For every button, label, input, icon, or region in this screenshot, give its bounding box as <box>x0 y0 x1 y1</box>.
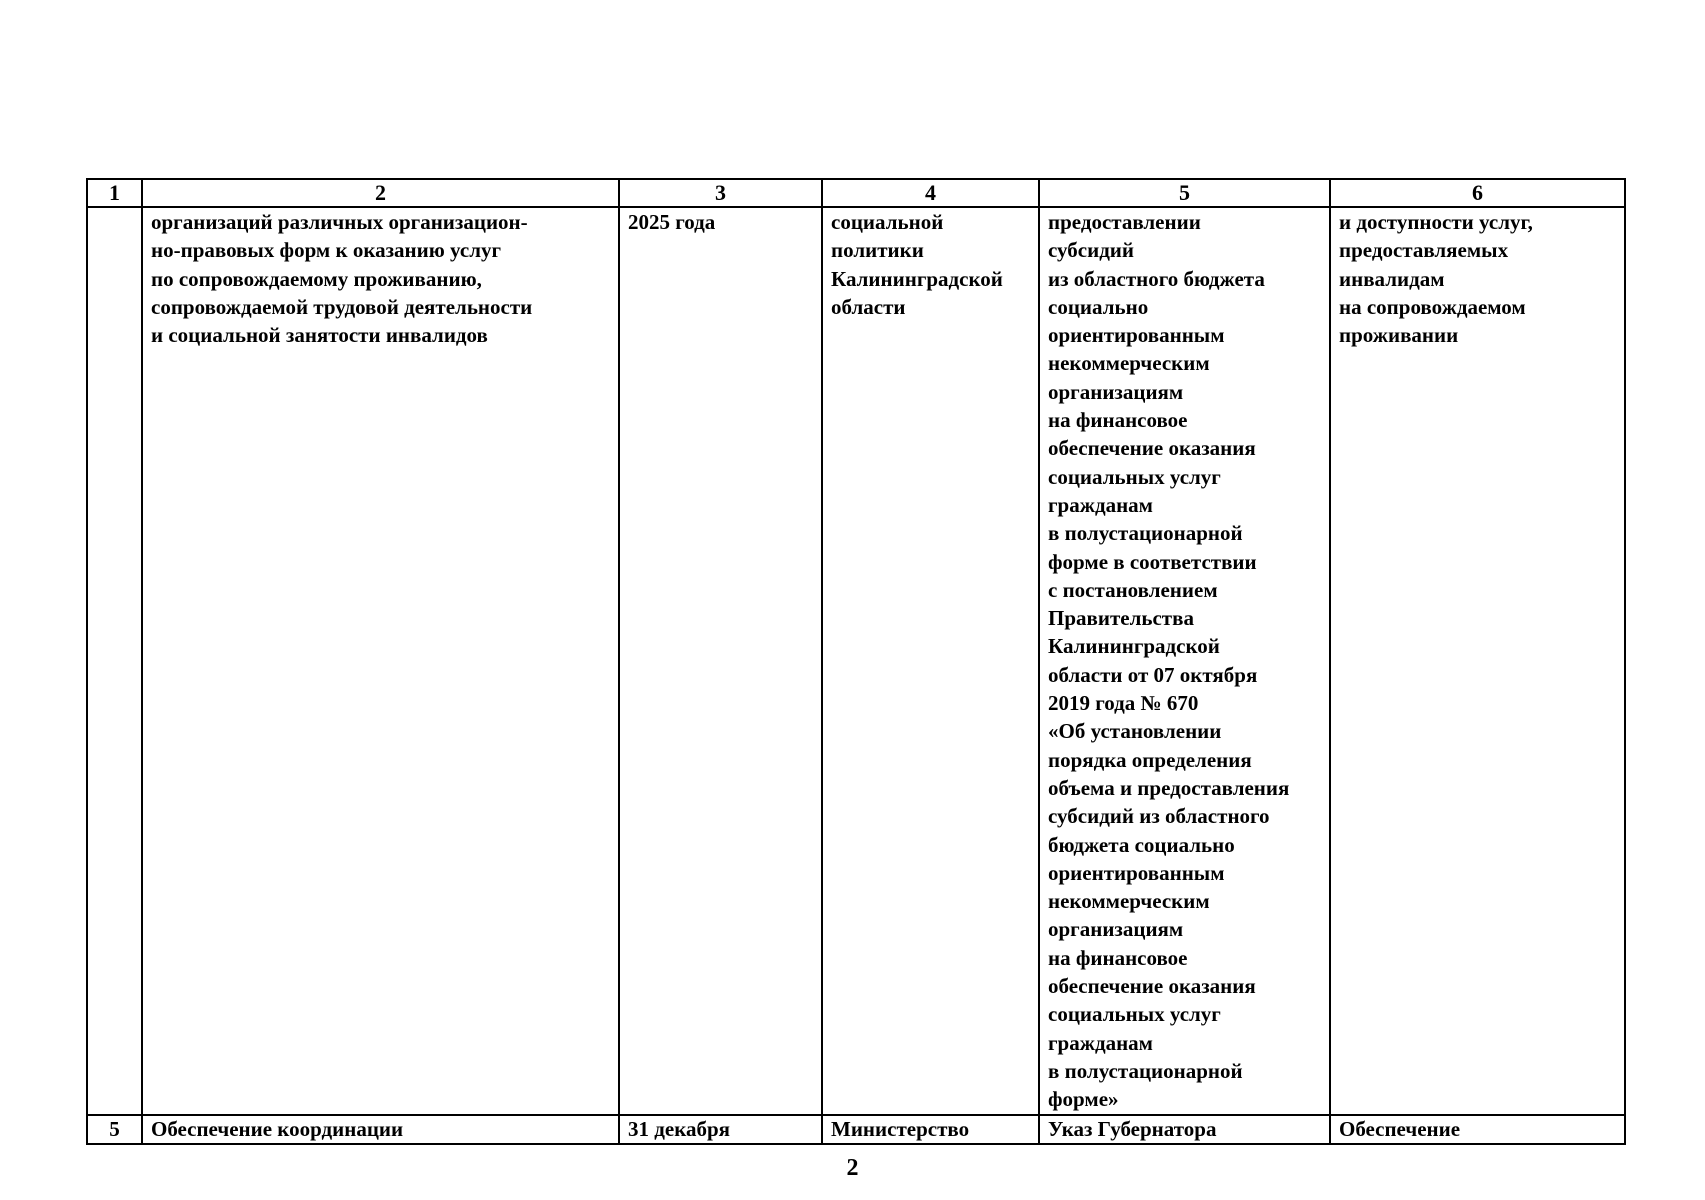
cell-text-line: порядка определения <box>1048 747 1252 772</box>
cell-text-line: области от 07 октября <box>1048 662 1258 687</box>
cell-text-line: Калининградской <box>831 266 1003 291</box>
cell-text-line: на финансовое <box>1048 408 1188 433</box>
cell-text-line: 2019 года № 670 <box>1048 691 1199 716</box>
header-col-5: 5 <box>1039 179 1330 207</box>
cell-text-line: и социальной занятости инвалидов <box>151 323 488 348</box>
cell-text-line: проживании <box>1339 323 1459 348</box>
measure-cell <box>142 207 619 1115</box>
cell-text-line: сопровождаемой трудовой деятельности <box>151 294 533 319</box>
responsible-cell <box>822 207 1039 1115</box>
cell-text-line: социальной <box>831 210 944 234</box>
cell-text-line: ориентированным <box>1048 323 1225 348</box>
cell-text-line: некоммерческим <box>1048 351 1210 376</box>
cell-text-line: социальных услуг <box>1048 1002 1221 1027</box>
cell-text-line: из областного бюджета <box>1048 266 1265 291</box>
cell-text-line: инвалидам <box>1339 266 1445 291</box>
page-number: 2 <box>846 1155 859 1181</box>
cell-text-line: субсидий <box>1048 238 1135 263</box>
deadline-cell <box>619 207 822 1115</box>
responsible-cell: Министерство <box>822 1115 1039 1144</box>
header-col-1: 1 <box>87 179 142 207</box>
cell-text-line: но-правовых форм к оказанию услуг <box>151 238 502 263</box>
cell-text-line: форме в соответствии <box>1048 549 1257 574</box>
cell-text-line: на финансовое <box>1048 945 1188 970</box>
row-number-cell: 5 <box>87 1115 142 1144</box>
measure-cell: Обеспечение координации <box>142 1115 619 1144</box>
expected-result-cell <box>1330 207 1625 1115</box>
header-col-2: 2 <box>142 179 619 207</box>
header-col-4: 4 <box>822 179 1039 207</box>
cell-text-line: обеспечение оказания <box>1048 436 1256 461</box>
table-row <box>87 207 1625 1115</box>
cell-text-line: на сопровождаемом <box>1339 294 1526 319</box>
cell-text-line: в полустационарной <box>1048 1058 1243 1083</box>
cell-text-line: гражданам <box>1048 492 1153 517</box>
row-number-cell <box>87 207 142 1115</box>
cell-text-line: «Об установлении <box>1048 719 1222 744</box>
cell-text-line: предоставлении <box>1048 210 1201 234</box>
document-basis-cell <box>1039 207 1330 1115</box>
cell-text-line: объема и предоставления <box>1048 775 1290 800</box>
cell-text-line: предоставляемых <box>1339 238 1509 263</box>
cell-text-line: субсидий из областного <box>1048 804 1270 829</box>
header-col-6: 6 <box>1330 179 1625 207</box>
cell-text-line: обеспечение оказания <box>1048 974 1256 999</box>
cell-text-line: гражданам <box>1048 1030 1153 1055</box>
expected-result-cell: Обеспечение <box>1330 1115 1625 1144</box>
cell-text-line: в полустационарной <box>1048 521 1243 546</box>
cell-text-line: бюджета социально <box>1048 832 1235 857</box>
cell-text-line: форме» <box>1048 1087 1119 1112</box>
cell-text-line: организациям <box>1048 379 1184 404</box>
cell-text-line: ориентированным <box>1048 860 1225 885</box>
cell-text-line: и доступности услуг, <box>1339 210 1533 234</box>
table-row <box>87 1115 1625 1144</box>
cell-text-line: по сопровождаемому проживанию, <box>151 266 482 291</box>
cell-text-line: организаций различных организацион- <box>151 210 528 234</box>
document-basis-cell: Указ Губернатора <box>1039 1115 1330 1144</box>
cell-text-line: области <box>831 294 906 319</box>
cell-text-line: 2025 года <box>628 210 716 234</box>
cell-text-line: некоммерческим <box>1048 889 1210 914</box>
document-table <box>86 178 1626 1145</box>
cell-text-line: организациям <box>1048 917 1184 942</box>
deadline-cell: 31 декабря <box>619 1115 822 1144</box>
cell-text-line: политики <box>831 238 924 263</box>
table-header-row <box>87 179 1625 207</box>
header-col-3: 3 <box>619 179 822 207</box>
cell-text-line: Правительства <box>1048 606 1194 631</box>
cell-text-line: с постановлением <box>1048 577 1218 602</box>
cell-text-line: Калининградской <box>1048 634 1220 659</box>
cell-text-line: социально <box>1048 294 1149 319</box>
cell-text-line: социальных услуг <box>1048 464 1221 489</box>
